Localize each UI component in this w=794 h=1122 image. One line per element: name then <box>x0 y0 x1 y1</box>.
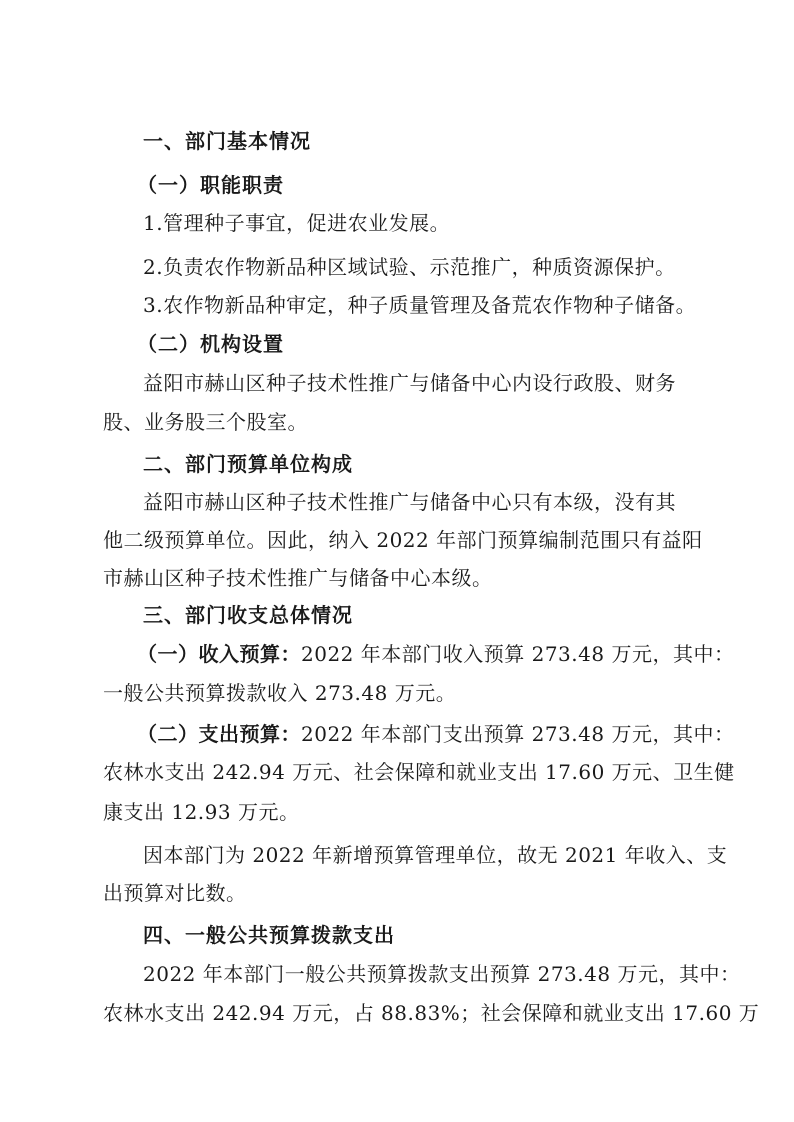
section-2-heading: 二、部门预算单位构成 <box>143 452 353 476</box>
note-line-1: 因本部门为 2022 年新增预算管理单位，故无 2021 年收入、支 <box>143 843 728 867</box>
org-text-line-2: 股、业务股三个股室。 <box>103 410 308 434</box>
section-2-line-1: 益阳市赫山区种子技术性推广与储备中心只有本级，没有其 <box>143 490 676 514</box>
section-4-line-2: 农林水支出 242.94 万元，占 88.83%；社会保障和就业支出 17.60 万 <box>103 1001 760 1025</box>
income-line-2: 一般公共预算拨款收入 273.48 万元。 <box>103 681 457 705</box>
income-line-1 <box>137 641 735 667</box>
org-text-line-1: 益阳市赫山区种子技术性推广与储备中心内设行政股、财务 <box>143 371 676 395</box>
duty-item-2: 2.负责农作物新品种区域试验、示范推广，种质资源保护。 <box>143 255 676 279</box>
note-line-2: 出预算对比数。 <box>103 881 247 905</box>
section-1-heading: 一、部门基本情况 <box>143 129 311 153</box>
expense-line-2: 农林水支出 242.94 万元、社会保障和就业支出 17.60 万元、卫生健 <box>103 760 735 784</box>
income-line-1-text: 2022 年本部门收入预算 273.48 万元，其中： <box>301 642 735 666</box>
income-label: （一）收入预算： <box>137 642 301 666</box>
section-2-line-3: 市赫山区种子技术性推广与储备中心本级。 <box>103 566 493 590</box>
section-4-line-1: 2022 年本部门一般公共预算拨款支出预算 273.48 万元，其中： <box>143 962 741 986</box>
expense-line-1 <box>137 721 735 747</box>
section-1-sub-1-heading: （一）职能职责 <box>137 173 284 197</box>
expense-line-1-text: 2022 年本部门支出预算 273.48 万元，其中： <box>301 722 735 746</box>
duty-item-3: 3.农作物新品种审定，种子质量管理及备荒农作物种子储备。 <box>143 293 697 317</box>
expense-line-3: 康支出 12.93 万元。 <box>103 800 300 824</box>
section-3-heading: 三、部门收支总体情况 <box>143 603 353 627</box>
section-4-heading: 四、一般公共预算拨款支出 <box>143 923 395 947</box>
section-1-sub-2-heading: （二）机构设置 <box>137 332 284 356</box>
section-2-line-2: 他二级预算单位。因此，纳入 2022 年部门预算编制范围只有益阳 <box>103 528 703 552</box>
duty-item-1: 1.管理种子事宜，促进农业发展。 <box>143 211 451 235</box>
expense-label: （二）支出预算： <box>137 722 301 746</box>
